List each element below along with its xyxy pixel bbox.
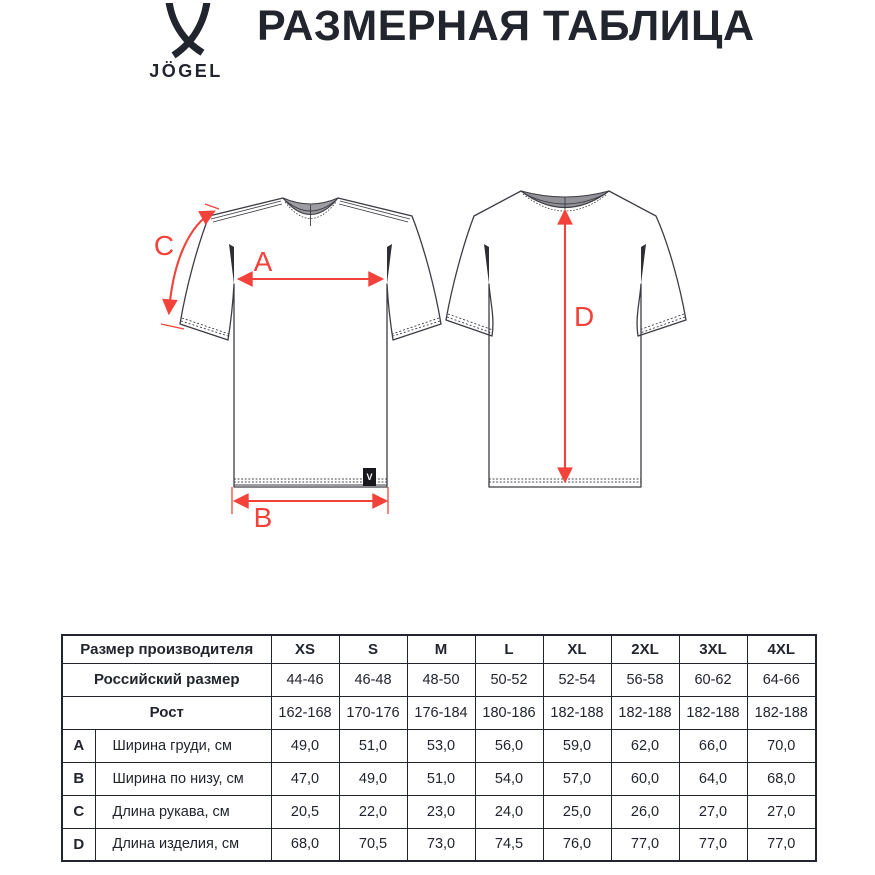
brand-wordmark: JÖGEL — [149, 61, 223, 81]
table-cell: 70,0 — [747, 729, 816, 762]
table-cell: 68,0 — [747, 762, 816, 795]
size-table — [61, 634, 817, 862]
page-title: РАЗМЕРНАЯ ТАБЛИЦА — [257, 2, 755, 50]
table-cell: 77,0 — [679, 828, 747, 861]
table-cell: 52-54 — [543, 663, 611, 696]
table-cell: 180-186 — [475, 696, 543, 729]
table-cell: 68,0 — [271, 828, 339, 861]
table-cell: 56-58 — [611, 663, 679, 696]
table-cell: 182-188 — [543, 696, 611, 729]
size-header: L — [475, 635, 543, 663]
size-header: XS — [271, 635, 339, 663]
measure-letter: C — [62, 795, 95, 828]
table-cell: 59,0 — [543, 729, 611, 762]
table-row-bottom-width — [62, 762, 816, 795]
table-cell: 53,0 — [407, 729, 475, 762]
table-row-russian-size — [62, 663, 816, 696]
table-cell: 66,0 — [679, 729, 747, 762]
table-cell: 182-188 — [611, 696, 679, 729]
size-header: S — [339, 635, 407, 663]
table-cell: 27,0 — [679, 795, 747, 828]
table-cell: 77,0 — [611, 828, 679, 861]
brand-logo-icon — [163, 3, 213, 61]
table-cell: 27,0 — [747, 795, 816, 828]
table-row-manufacturer-size — [62, 635, 816, 663]
table-row-chest-width — [62, 729, 816, 762]
table-cell: 62,0 — [611, 729, 679, 762]
row-label: Российский размер — [62, 663, 271, 696]
size-header: XL — [543, 635, 611, 663]
table-cell: 26,0 — [611, 795, 679, 828]
measure-label: Ширина груди, см — [95, 729, 271, 762]
size-header: 3XL — [679, 635, 747, 663]
table-row-height — [62, 696, 816, 729]
label-C: C — [153, 230, 175, 261]
table-cell: 22,0 — [339, 795, 407, 828]
table-cell: 64,0 — [679, 762, 747, 795]
measure-letter: B — [62, 762, 95, 795]
table-cell: 23,0 — [407, 795, 475, 828]
table-cell: 25,0 — [543, 795, 611, 828]
table-cell: 47,0 — [271, 762, 339, 795]
table-cell: 56,0 — [475, 729, 543, 762]
table-cell: 77,0 — [747, 828, 816, 861]
hem-tag-letter: V — [366, 472, 373, 482]
table-cell: 74,5 — [475, 828, 543, 861]
table-cell: 60,0 — [611, 762, 679, 795]
table-row-sleeve-length — [62, 795, 816, 828]
table-cell: 182-188 — [747, 696, 816, 729]
hem-tag — [363, 468, 376, 486]
measure-letter: D — [62, 828, 95, 861]
size-header: M — [407, 635, 475, 663]
table-cell: 70,5 — [339, 828, 407, 861]
table-cell: 49,0 — [339, 762, 407, 795]
table-cell: 50-52 — [475, 663, 543, 696]
table-cell: 20,5 — [271, 795, 339, 828]
size-header: 4XL — [747, 635, 816, 663]
table-cell: 54,0 — [475, 762, 543, 795]
table-cell: 51,0 — [407, 762, 475, 795]
table-cell: 176-184 — [407, 696, 475, 729]
table-cell: 51,0 — [339, 729, 407, 762]
table-cell: 60-62 — [679, 663, 747, 696]
measure-label: Длина изделия, см — [95, 828, 271, 861]
size-header: 2XL — [611, 635, 679, 663]
row-label: Рост — [62, 696, 271, 729]
shirt-front-outline — [180, 198, 441, 487]
table-cell: 170-176 — [339, 696, 407, 729]
table-cell: 162-168 — [271, 696, 339, 729]
label-D: D — [574, 301, 595, 332]
label-B: B — [253, 502, 273, 533]
measure-letter: A — [62, 729, 95, 762]
table-cell: 57,0 — [543, 762, 611, 795]
table-cell: 64-66 — [747, 663, 816, 696]
table-cell: 73,0 — [407, 828, 475, 861]
table-cell: 46-48 — [339, 663, 407, 696]
table-cell: 182-188 — [679, 696, 747, 729]
table-row-garment-length — [62, 828, 816, 861]
table-cell: 76,0 — [543, 828, 611, 861]
table-cell: 44-46 — [271, 663, 339, 696]
table-cell: 49,0 — [271, 729, 339, 762]
shirt-measurement-diagram — [130, 160, 730, 550]
measure-label: Длина рукава, см — [95, 795, 271, 828]
label-A: A — [253, 246, 273, 277]
row-label: Размер производителя — [62, 635, 271, 663]
table-cell: 48-50 — [407, 663, 475, 696]
measure-label: Ширина по низу, см — [95, 762, 271, 795]
table-cell: 24,0 — [475, 795, 543, 828]
